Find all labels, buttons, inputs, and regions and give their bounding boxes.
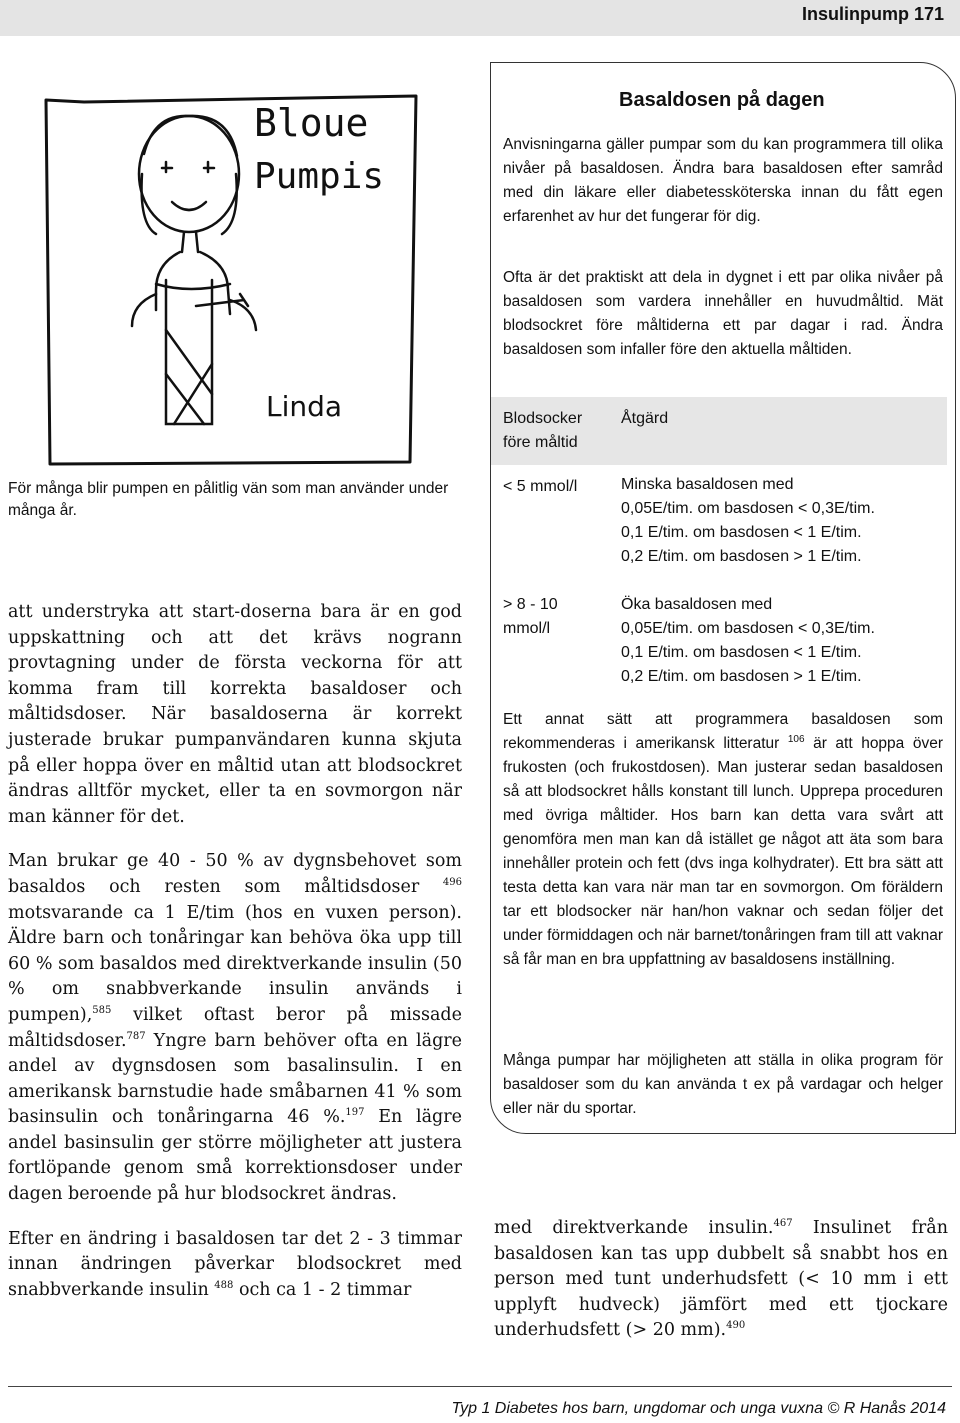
table-row-2-action: Öka basaldosen med 0,05E/tim. om basdosen < 0,3E/tim. 0,1 E/tim. om basdosen < 1 E/tim. 0,2 E/tim. om basdosen > 1 E/tim.: [621, 596, 875, 685]
child-drawing: [44, 94, 424, 466]
header-bar: [0, 0, 960, 36]
page-header-title: Insulinpump 171: [801, 4, 944, 24]
left-paragraph-1: att understryka att start-doserna bara är en god uppskattning och att det krävs nogrann provtagning under de första veckorna för att komma fram till korrekta basaldoser och måltidsdoser. När basaldoserna är korrekt justerade brukar pumpanvändaren kunna skjuta på eller hoppa över en måltid utan att blodsockret ändras alltför mycket, eller ta en sovmorgon när man känner för det.: [8, 602, 462, 827]
reference: 197: [345, 1107, 365, 1119]
table-header-bloodsugar: Blodsocker före måltid: [503, 410, 583, 451]
info-box: [490, 62, 956, 1134]
left-paragraph-2: Man brukar ge 40 - 50 % av dygnsbehovet som basaldos och resten som måltidsdoser $^{496}$ motsvarande ca 1 E/tim (hos en vuxen person). Äldre barn och tonåringar kan behöva öka upp till 60 % som basaldos med direktverkande insulin (50 % om snabbverkande insulin används i pumpen),$^{585}$ vilket oftast beror på missade måltidsdoser.$^{787}$ Yngre barn behöver ofta en lägre andel av dygnsdosen som basalinsulin. I en amerikansk barnstudie hade småbarnen 41 % som basinsulin och tonåringarna 46 %.$^{197}$ En lägre andel basinsulin ger större möjligheter att justera fortlöpande genom små korrektionsdoser under dagen beroende på hur blodsockret ändras.: [8, 851, 462, 1205]
drawing-text-top: Bloue: [254, 101, 369, 145]
box-paragraph-3: Ett annat sätt att programmera basaldosen som rekommenderas i amerikansk litteratur $^{106}$ är att hoppa över frukosten (och frukostdosen). Man justerar sedan basaldosen så att blodsockret hålls konstant till lunch. Upprepa proceduren med övriga måltider. Hos barn kan detta vara svårt att genomföra men man kan då istället ge något att äta som bara innehåller protein och fett (dvs inga kolhydrater). Ett bra sätt att testa detta kan vara när man tar en sovmorgon. Om föräldern tar ett blodsocker när han/hon vaknar och sedan följer det under förmiddagen och när barnet/tonåringen fram till att vaknar så får man en bra uppfattning av basaldosens inställning.: [503, 711, 943, 968]
drawing-text-bottom: Pumpis: [254, 156, 385, 197]
box-paragraph-2: Ofta är det praktiskt att dela in dygnet i ett par olika nivåer på basaldosen som vardera innehåller en huvudmåltid. Mät blodsockret före måltiderna ett par dagar i rad. Ändra basaldosen som infaller före den aktuella måltiden.: [503, 269, 943, 358]
box-title: Basaldosen på dagen: [619, 89, 825, 111]
table-header: [491, 397, 947, 465]
left-paragraph-3: Efter en ändring i basaldosen tar det 2 - 3 timmar innan ändringen påverkar blodsockret med snabbverkande insulin $^{488}$ och ca 1 - 2 timmar: [8, 1228, 462, 1300]
table-header-action: Åtgärd: [621, 410, 669, 427]
footer-divider: [8, 1386, 952, 1387]
drawing-signature: Linda: [266, 390, 343, 423]
table-row-2-label: > 8 - 10 mmol/l: [503, 596, 558, 637]
reference: 787: [126, 1030, 146, 1042]
footer-text: Typ 1 Diabetes hos barn, ungdomar och unga vuxna © R Hanås 2014: [451, 1400, 946, 1417]
reference: 106: [787, 733, 805, 745]
figure-caption: För många blir pumpen en pålitlig vän som man använder under många år.: [8, 480, 449, 519]
reference: 496: [442, 877, 462, 889]
reference: 490: [726, 1320, 746, 1332]
reference: 585: [92, 1005, 112, 1017]
table-row-1-action: Minska basaldosen med 0,05E/tim. om basdosen < 0,3E/tim. 0,1 E/tim. om basdosen < 1 E/tim. 0,2 E/tim. om basdosen > 1 E/tim.: [621, 476, 875, 565]
right-column-text: med direktverkande insulin.$^{467}$ Insulinet från basaldosen kan tas upp dubbelt så snabbt hos en person med tunt underhudsfett (< 10 mm i ett upplyft hudveck) jämfört med ett tjockare underhudsfett (> 20 mm).$^{490}$: [494, 1218, 948, 1341]
reference: 488: [214, 1280, 234, 1292]
reference: 467: [773, 1218, 793, 1230]
box-paragraph-1: Anvisningarna gäller pumpar som du kan programmera till olika nivåer på basaldosen. Ändra bara basaldosen efter samråd med din läkare eller diabetessköterska innan du fått egen erfarenhet av hur det fungerar för dig.: [503, 136, 943, 225]
table-row-1-label: < 5 mmol/l: [503, 478, 578, 495]
box-paragraph-4: Många pumpar har möjligheten att ställa in olika program för basaldoser som du kan använda t ex på vardagar och helger eller när du sportar.: [503, 1052, 943, 1117]
left-column-text: [8, 600, 462, 1322]
